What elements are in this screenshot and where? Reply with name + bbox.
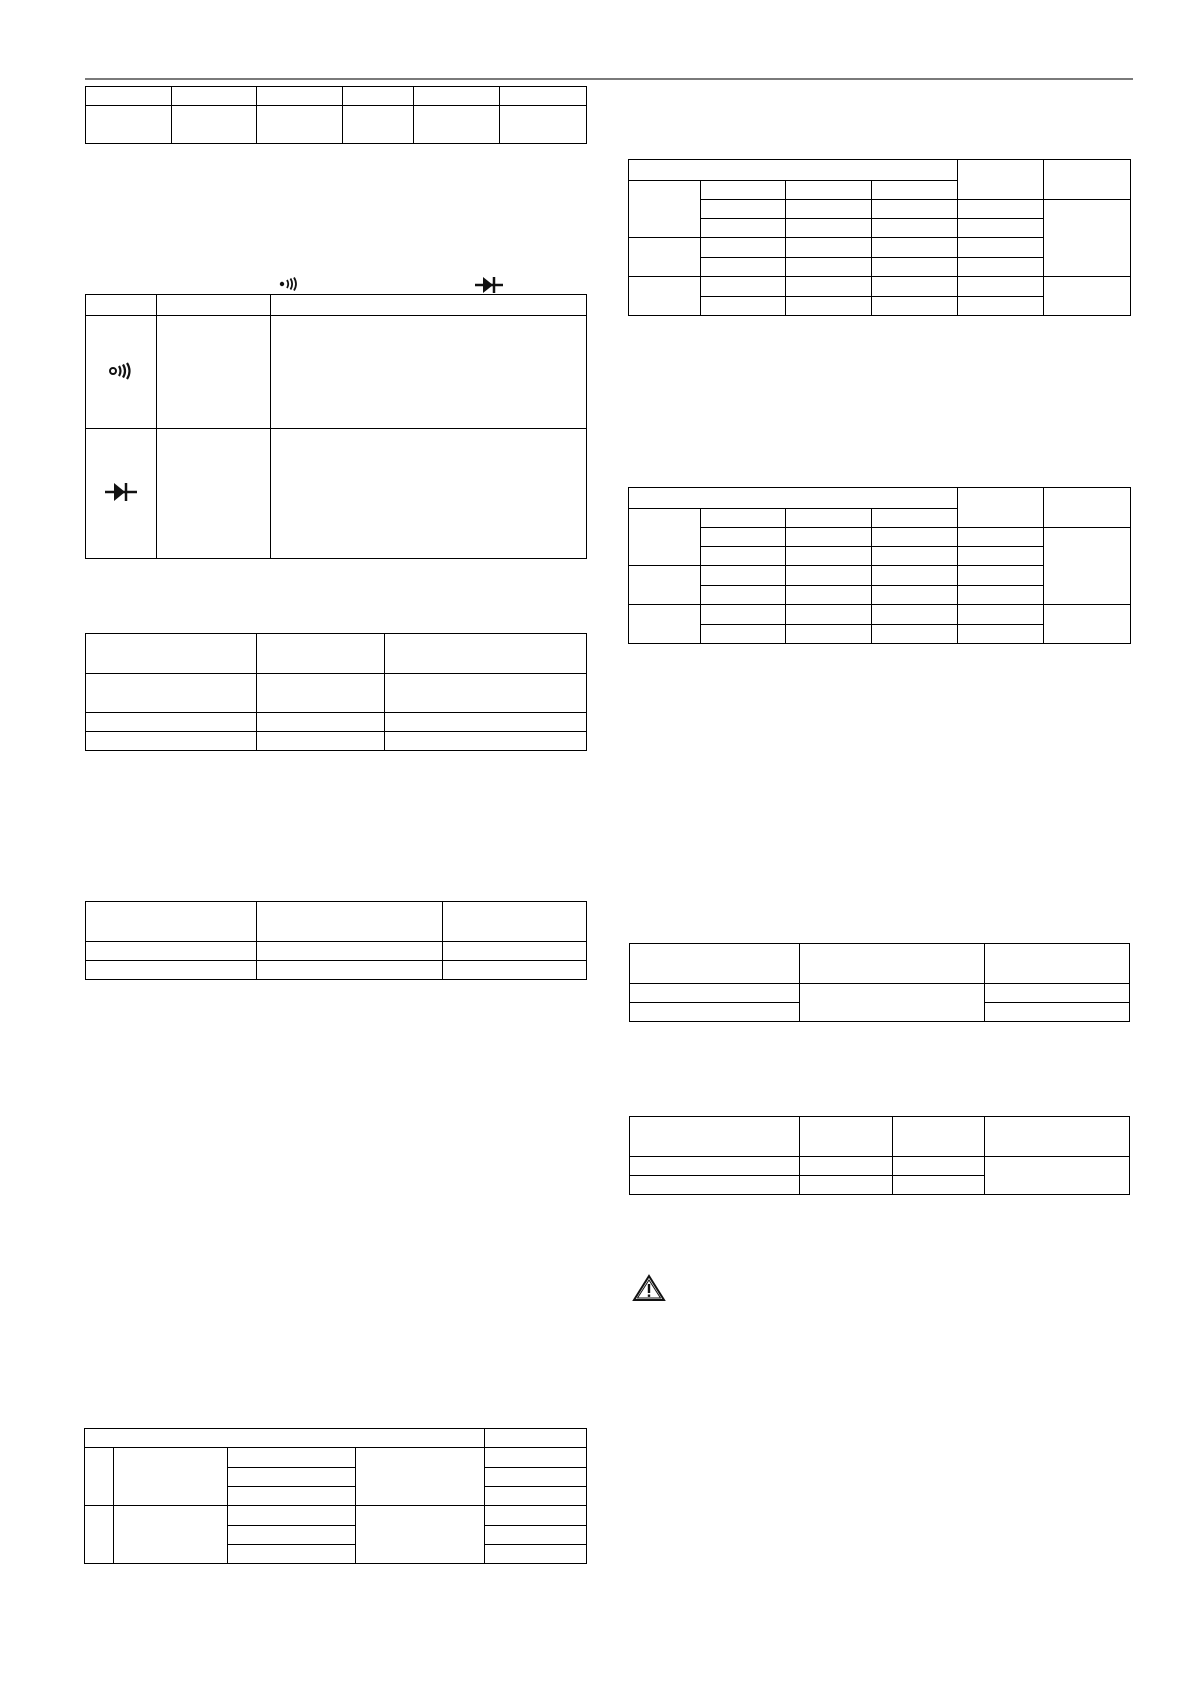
table-top-left bbox=[85, 86, 587, 144]
table-bottom-left bbox=[84, 1428, 587, 1564]
continuity-buzzer-icon bbox=[278, 277, 300, 291]
diode-icon bbox=[105, 482, 137, 502]
header-rule bbox=[85, 78, 1133, 80]
table-left-3 bbox=[85, 633, 587, 751]
table-right-1 bbox=[628, 159, 1131, 316]
table-right-2 bbox=[628, 487, 1131, 644]
table-continuity-diode bbox=[85, 294, 587, 559]
continuity-cell bbox=[86, 316, 157, 429]
warning-triangle-icon bbox=[632, 1274, 666, 1302]
diode-icon bbox=[475, 276, 503, 294]
continuity-buzzer-icon bbox=[108, 362, 134, 380]
table-right-4 bbox=[629, 1116, 1130, 1195]
table-left-4 bbox=[85, 901, 587, 980]
diode-cell bbox=[86, 429, 157, 559]
table-right-3 bbox=[629, 943, 1130, 1022]
